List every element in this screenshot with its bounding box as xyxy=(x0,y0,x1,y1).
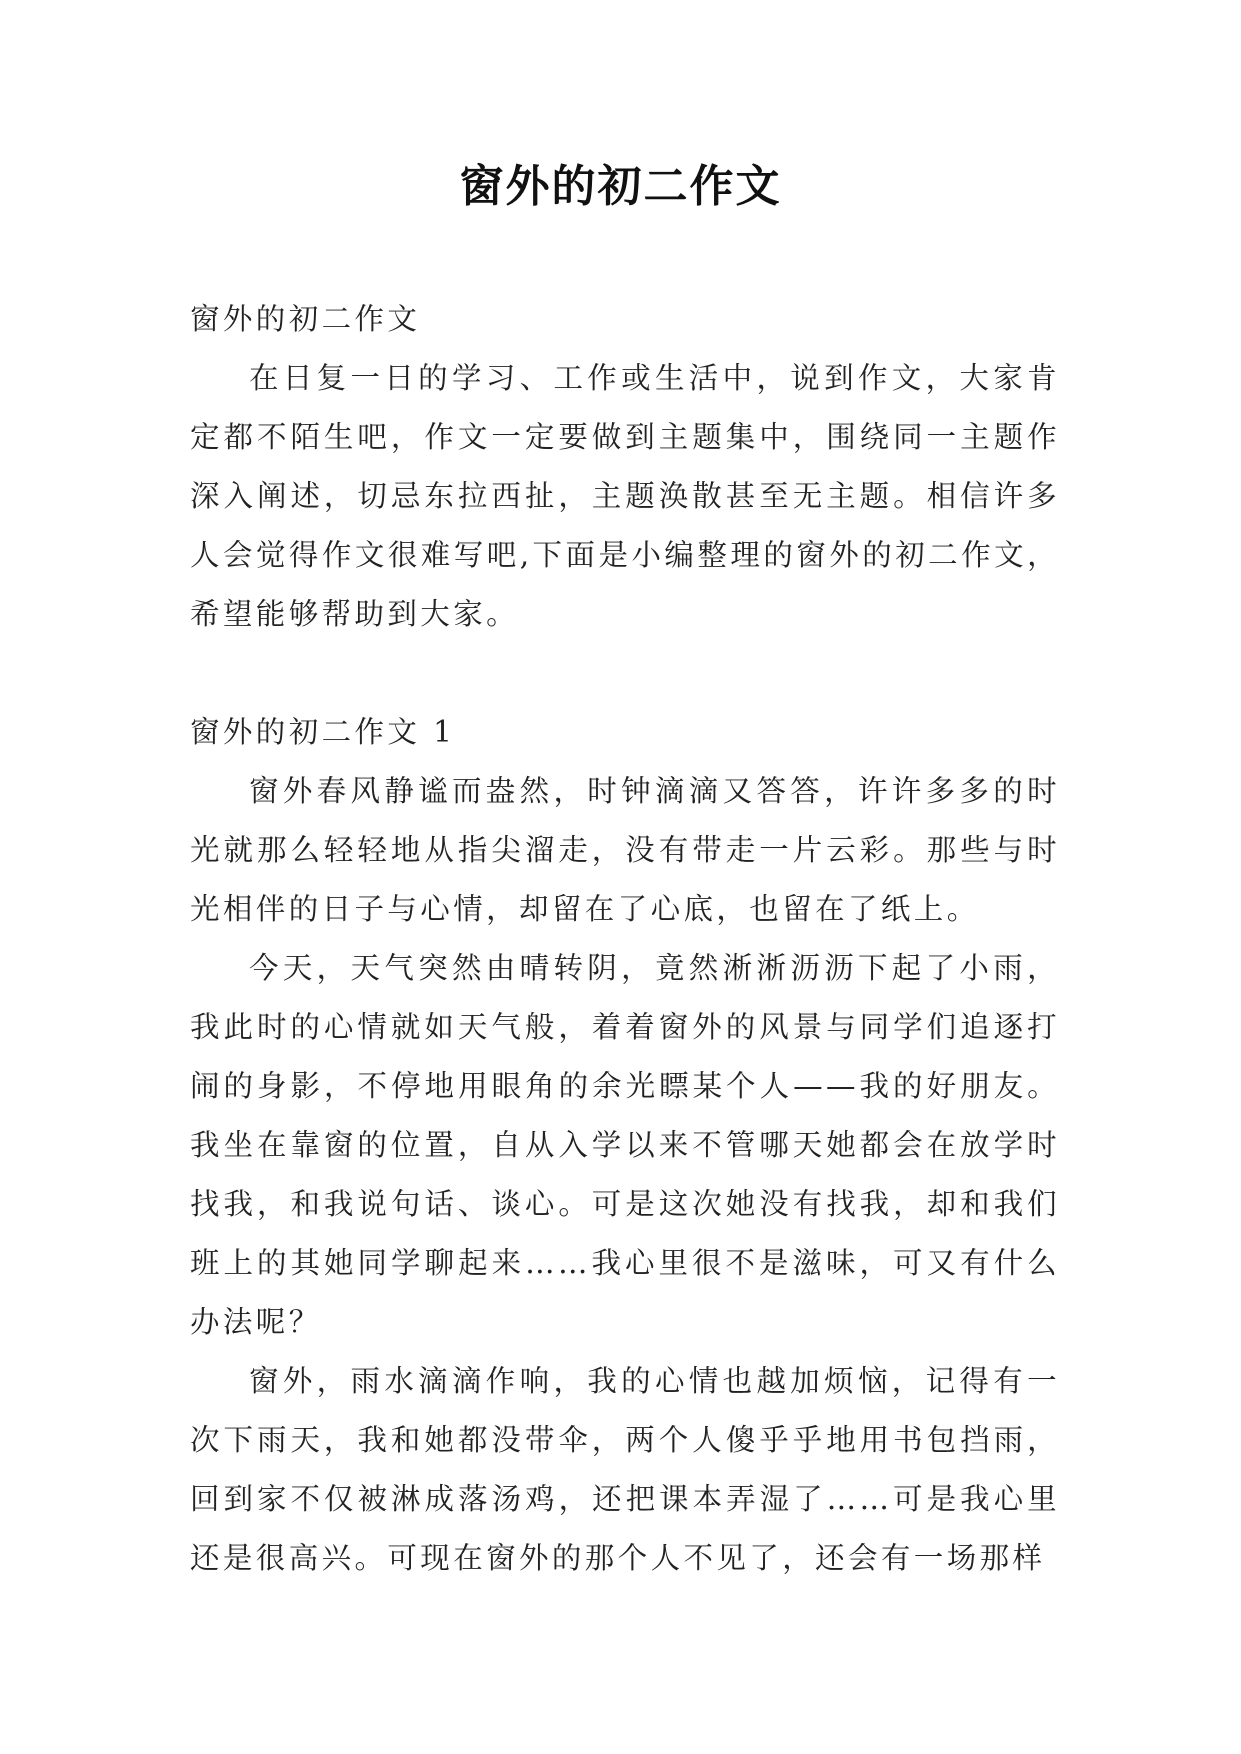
body-paragraph: 窗外春风静谧而盎然，时钟滴滴又答答，许许多多的时光就那么轻轻地从指尖溜走，没有带走一片云彩。那些与时光相伴的日子与心情，却留在了心底，也留在了纸上。 xyxy=(190,774,1060,926)
document-body xyxy=(190,290,1060,1588)
body-paragraph: 窗外，雨水滴滴作响，我的心情也越加烦恼，记得有一次下雨天，我和她都没带伞，两个人傻乎乎地用书包挡雨，回到家不仅被淋成落汤鸡，还把课本弄湿了……可是我心里还是很高兴。可现在窗外的那个人不见了，还会有一场那样 xyxy=(190,1364,1060,1575)
section-spacer xyxy=(190,644,1060,703)
body-paragraph: 今天，天气突然由晴转阴，竟然淅淅沥沥下起了小雨，我此时的心情就如天气般，着着窗外的风景与同学们追逐打闹的身影，不停地用眼角的余光瞟某个人——我的好朋友。我坐在靠窗的位置，自从入学以来不管哪天她都会在放学时找我，和我说句话、谈心。可是这次她没有找我，却和我们班上的其她同学聊起来……我心里很不是滋味，可又有什么办法呢？ xyxy=(190,951,1060,1339)
intro-paragraph: 在日复一日的学习、工作或生活中，说到作文，大家肯定都不陌生吧，作文一定要做到主题集中，围绕同一主题作深入阐述，切忌东拉西扯，主题涣散甚至无主题。相信许多人会觉得作文很难写吧,下面是小编整理的窗外的初二作文，希望能够帮助到大家。 xyxy=(190,361,1060,631)
document-title: 窗外的初二作文 xyxy=(459,161,782,212)
section-heading: 窗外的初二作文 1 xyxy=(190,715,456,749)
intro-heading: 窗外的初二作文 xyxy=(190,302,421,336)
